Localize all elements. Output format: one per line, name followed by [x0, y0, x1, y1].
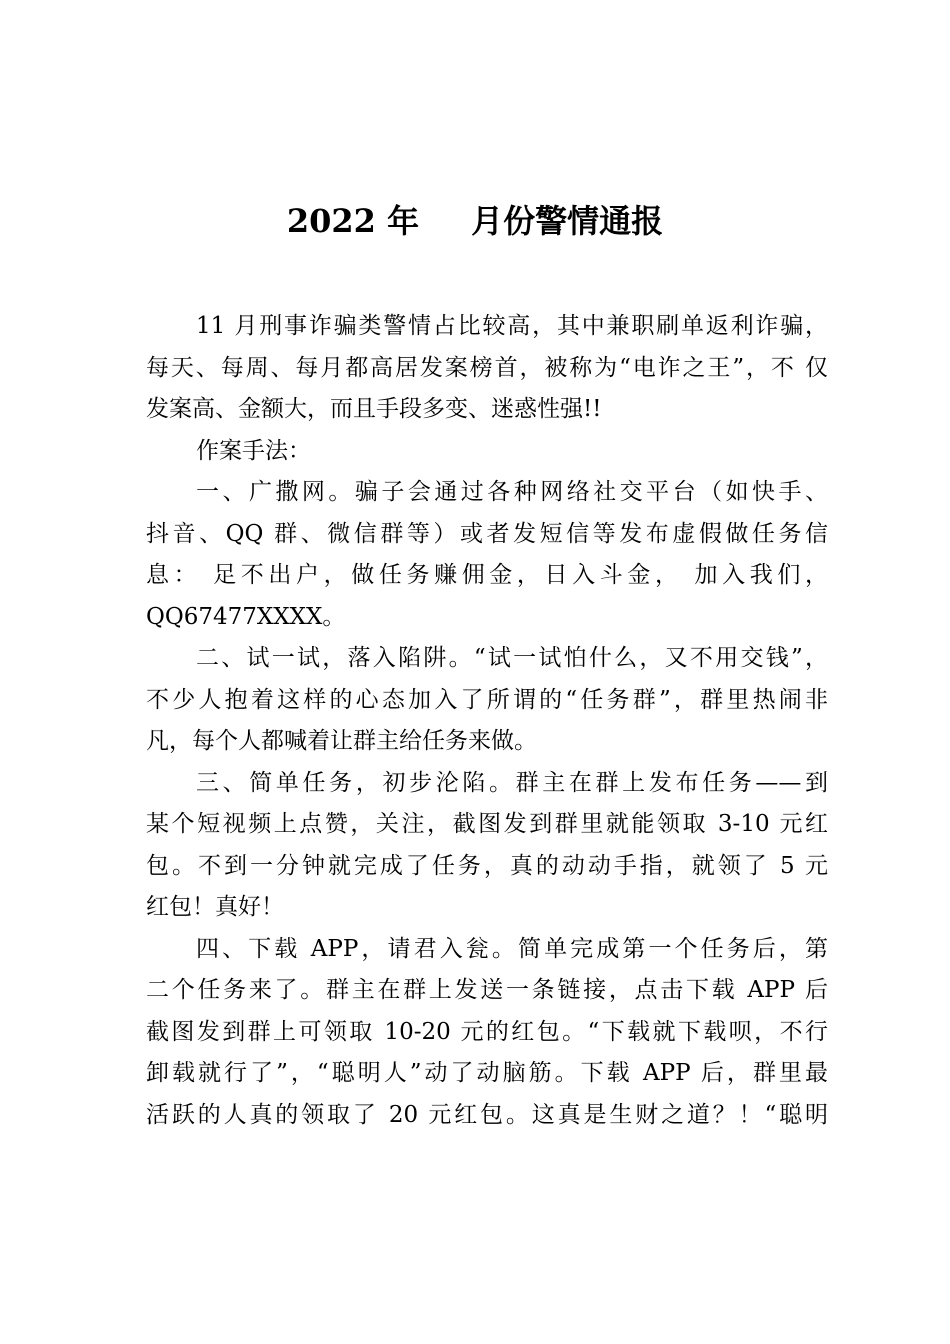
text-line: 一、广撒网。骗子会通过各种网络社交平台（如快手、 [196, 479, 828, 505]
text-line: 活跃的人真的领取了 20 元红包。这真是生财之道？！“聪明 [146, 1101, 828, 1128]
paragraph [146, 929, 828, 1137]
paragraph [146, 763, 828, 929]
text-line: 11 月刑事诈骗类警情占比较高，其中兼职刷单返利诈骗， [196, 313, 828, 339]
title-year: 2022 年 [286, 202, 420, 240]
text-line: 三、简单任务，初步沦陷。群主在群上发布任务——到 [196, 769, 828, 796]
document-title [0, 196, 950, 242]
text-line: 二、试一试，落入陷阱。“试一试怕什么，又不用交钱”， [196, 645, 828, 671]
document-body [146, 306, 828, 1136]
text-line: QQ67477XXXX。 [146, 603, 346, 630]
text-line: 四、下载 APP，请君入瓮。简单完成第一个任务后，第 [196, 935, 828, 962]
paragraph [146, 472, 828, 638]
text-line: 作案手法： [196, 437, 311, 464]
text-line: 包。不到一分钟就完成了任务，真的动动手指，就领了 5 元 [146, 852, 828, 879]
text-line: 息： 足不出户，做任务赚佣金，日入斗金， 加入我们， [146, 562, 828, 588]
text-line: 卸载就行了”，“聪明人”动了动脑筋。下载 APP 后，群里最 [146, 1060, 828, 1086]
title-text: 月份警情通报 [471, 202, 664, 240]
text-line: 不少人抱着这样的心态加入了所谓的“任务群”，群里热闹非 [146, 686, 828, 713]
text-line: 截图发到群上可领取 10-20 元的红包。“下载就下载呗，不行 [146, 1018, 828, 1045]
text-line: 红包！真好！ [146, 894, 284, 920]
text-line: 抖音、QQ 群、微信群等）或者发短信等发布虚假做任务信 [146, 520, 828, 547]
text-line: 发案高、金额大，而且手段多变、迷惑性强!! [146, 396, 602, 422]
text-line: 某个短视频上点赞，关注，截图发到群里就能领取 3-10 元红 [146, 811, 828, 837]
paragraph [146, 431, 828, 473]
text-line: 凡，每个人都喊着让群主给任务来做。 [146, 728, 537, 754]
paragraph [146, 638, 828, 763]
text-line: 二个任务来了。群主在群上发送一条链接，点击下载 APP 后 [146, 977, 828, 1003]
paragraph [146, 306, 828, 431]
text-line: 每天、每周、每月都高居发案榜首，被称为“电诈之王”，不 仅 [146, 354, 828, 381]
